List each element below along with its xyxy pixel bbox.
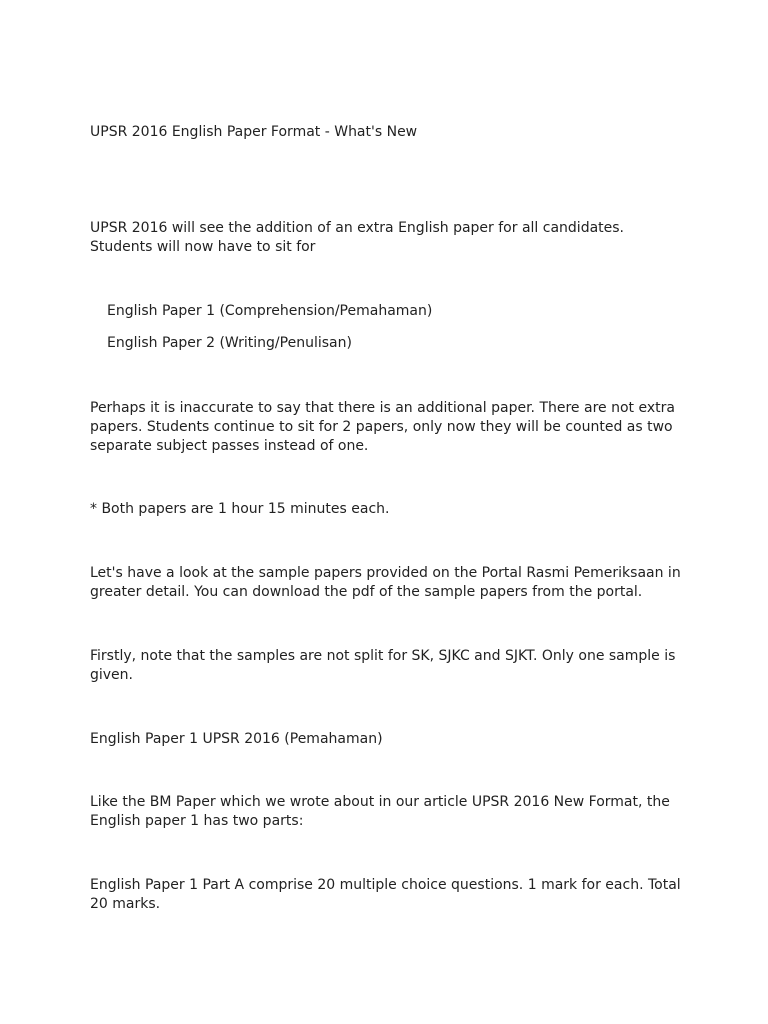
duration-note: * Both papers are 1 hour 15 minutes each. bbox=[90, 501, 390, 517]
sample-split-paragraph: Firstly, note that the samples are not split for SK, SJKC and SJKT. Only one sample is given. bbox=[90, 648, 676, 683]
intro-paragraph: UPSR 2016 will see the addition of an extra English paper for all candidates. Students will now have to sit for bbox=[90, 220, 625, 255]
bm-paper-paragraph: Like the BM Paper which we wrote about in our article UPSR 2016 New Format, the English paper 1 has two parts: bbox=[90, 794, 670, 829]
paper-list-item-1: English Paper 1 (Comprehension/Pemahaman) bbox=[107, 303, 433, 319]
paper-list-item-2: English Paper 2 (Writing/Penulisan) bbox=[107, 335, 352, 351]
additional-paper-paragraph: Perhaps it is inaccurate to say that there is an additional paper. There are not extra papers. Students continue to sit for 2 papers, only now they will be counted as two separate subject passes instead of one. bbox=[90, 400, 675, 454]
paper1-heading: English Paper 1 UPSR 2016 (Pemahaman) bbox=[90, 731, 383, 747]
document-title: UPSR 2016 English Paper Format - What's New bbox=[90, 124, 418, 140]
sample-papers-paragraph: Let's have a look at the sample papers provided on the Portal Rasmi Pemeriksaan in greater detail. You can download the pdf of the sample papers from the portal. bbox=[90, 565, 681, 600]
part-a-paragraph: English Paper 1 Part A comprise 20 multiple choice questions. 1 mark for each. Total 20 marks. bbox=[90, 877, 681, 912]
